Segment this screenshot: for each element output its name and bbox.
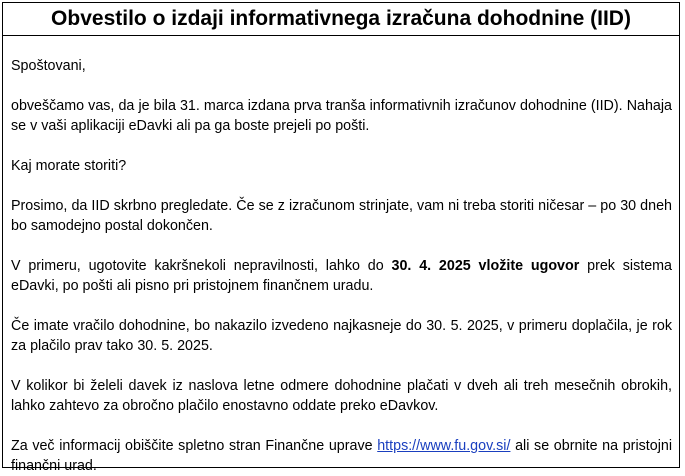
question-heading: Kaj morate storiti? xyxy=(11,158,127,174)
more-info-text-after: ali se obrnite na pristojni finančni urad. xyxy=(11,438,672,474)
paragraph-more-info xyxy=(11,436,672,476)
objection-text-after: prek sistema eDavki, po pošti ali pisno pri pristojnem finančnem uradu. xyxy=(11,258,673,294)
objection-deadline: 30. 4. 2025 vložite ugovor xyxy=(391,258,580,274)
more-info-text-before: Za več informacij obiščite spletno stran Finančne uprave xyxy=(11,438,378,454)
fu-website-link[interactable]: https://www.fu.gov.si/ xyxy=(377,438,511,454)
paragraph-refund: Če imate vračilo dohodnine, bo nakazilo izvedeno najkasneje do 30. 5. 2025, v primeru doplačila, je rok za plačilo prav tako 30. 5. 2025. xyxy=(11,318,672,354)
notice-box xyxy=(2,2,680,474)
notice-title: Obvestilo o izdaji informativnega izračuna dohodnine (IID) xyxy=(51,7,631,30)
greeting: Spoštovani, xyxy=(11,58,86,74)
title-bar xyxy=(3,3,679,36)
objection-text-before: V primeru, ugotovite kakršnekoli nepravilnosti, lahko do xyxy=(11,258,392,274)
paragraph-installments: V kolikor bi želeli davek iz naslova letne odmere dohodnine plačati v dveh ali treh mesečnih obrokih, lahko zahtevo za obročno plačilo enostavno oddate preko eDavkov. xyxy=(11,378,672,414)
paragraph-objection xyxy=(11,256,672,296)
paragraph-review: Prosimo, da IID skrbno pregledate. Če se z izračunom strinjate, vam ni treba storiti ničesar – po 30 dneh bo samodejno postal dokončen. xyxy=(11,198,672,234)
paragraph-issued: obveščamo vas, da je bila 31. marca izdana prva tranša informativnih izračunov dohodnine (IID). Nahaja se v vaši aplikaciji eDavki ali pa ga boste prejeli po pošti. xyxy=(11,98,672,134)
notice-body xyxy=(3,56,679,476)
